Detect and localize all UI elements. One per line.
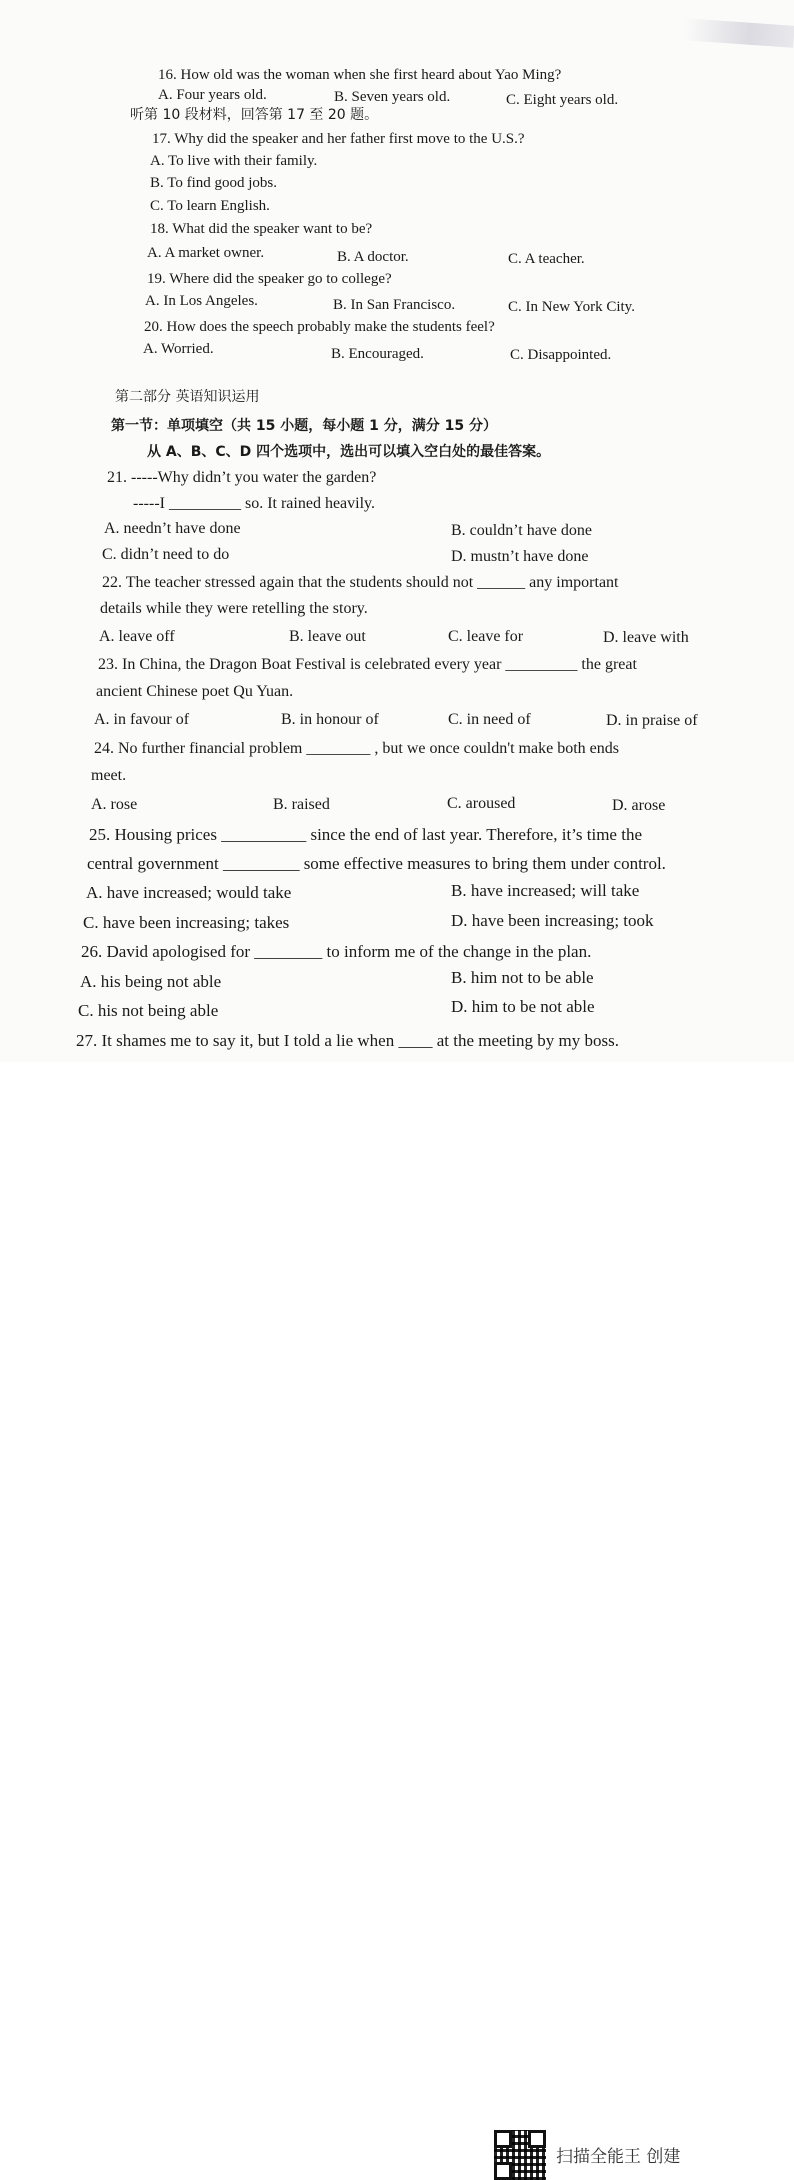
question-27: 27. It shames me to say it, but I told a lie when ____ at the meeting by my boss. [76,1031,619,1050]
option-23b: B. in honour of [281,711,379,728]
part-two-heading: 第二部分 英语知识运用 [115,389,260,405]
option-17c: C. To learn English. [150,198,270,214]
option-23a: A. in favour of [94,711,190,728]
scan-app-label: 扫描全能王 创建 [556,2147,681,2167]
scan-smudge [683,18,794,48]
question-23: 23. In China, the Dragon Boat Festival is celebrated every year _________ the great [98,656,637,673]
instructions: 从 A、B、C、D 四个选项中，选出可以填入空白处的最佳答案。 [147,444,551,460]
question-22-cont: details while they were retelling the story. [100,600,368,617]
question-24: 24. No further financial problem ________ , but we once couldn't make both ends [94,740,619,757]
exam-page [0,0,794,1062]
option-20b: B. Encouraged. [331,346,424,362]
option-24c: C. aroused [447,795,516,812]
option-24d: D. arose [612,797,666,814]
option-21b: B. couldn’t have done [451,522,593,539]
qr-code-icon [494,2130,546,2180]
scanner-footer [0,1062,794,2167]
question-16: 16. How old was the woman when she first heard about Yao Ming? [158,67,562,83]
option-22d: D. leave with [603,629,689,646]
option-24b: B. raised [273,796,330,813]
question-21: 21. -----Why didn’t you water the garden? [107,469,377,486]
option-16c: C. Eight years old. [506,92,619,108]
question-20: 20. How does the speech probably make the students feel? [144,319,495,335]
option-19b: B. In San Francisco. [333,297,456,313]
option-19c: C. In New York City. [508,299,635,315]
option-17b: B. To find good jobs. [150,175,278,191]
option-23c: C. in need of [448,711,531,728]
option-21c: C. didn’t need to do [102,546,230,563]
question-24-cont: meet. [91,767,127,784]
option-17a: A. To live with their family. [150,153,318,169]
question-21-reply: -----I _________ so. It rained heavily. [133,495,375,512]
option-20a: A. Worried. [143,341,214,357]
option-23d: D. in praise of [606,712,698,729]
question-25-cont: central government _________ some effective measures to bring them under control. [87,854,666,873]
question-17: 17. Why did the speaker and her father first move to the U.S.? [152,131,525,147]
question-25: 25. Housing prices __________ since the end of last year. Therefore, it’s time the [89,825,642,844]
option-25b: B. have increased; will take [451,881,640,900]
option-18b: B. A doctor. [337,249,409,265]
option-16b: B. Seven years old. [334,89,451,105]
question-26: 26. David apologised for ________ to inform me of the change in the plan. [81,942,592,961]
option-25c: C. have been increasing; takes [83,913,290,932]
option-22b: B. leave out [289,628,366,645]
option-20c: C. Disappointed. [510,347,612,363]
option-18c: C. A teacher. [508,251,585,267]
option-21d: D. mustn’t have done [451,548,589,565]
question-18: 18. What did the speaker want to be? [150,221,373,237]
option-18a: A. A market owner. [147,245,265,261]
option-26c: C. his not being able [78,1001,219,1020]
option-21a: A. needn’t have done [104,520,241,537]
option-26d: D. him to be not able [451,997,595,1016]
section-10-heading: 听第 10 段材料，回答第 17 至 20 题。 [130,107,379,123]
section-one-heading: 第一节：单项填空（共 15 小题，每小题 1 分，满分 15 分） [111,418,497,434]
option-19a: A. In Los Angeles. [145,293,258,309]
option-26b: B. him not to be able [451,968,594,987]
question-19: 19. Where did the speaker go to college? [147,271,392,287]
question-22: 22. The teacher stressed again that the students should not ______ any important [102,574,619,591]
option-25d: D. have been increasing; took [451,911,654,930]
option-24a: A. rose [91,796,138,813]
option-22c: C. leave for [448,628,524,645]
option-26a: A. his being not able [80,972,222,991]
option-25a: A. have increased; would take [86,883,292,902]
option-16a: A. Four years old. [158,87,267,103]
question-23-cont: ancient Chinese poet Qu Yuan. [96,683,294,700]
option-22a: A. leave off [99,628,175,645]
